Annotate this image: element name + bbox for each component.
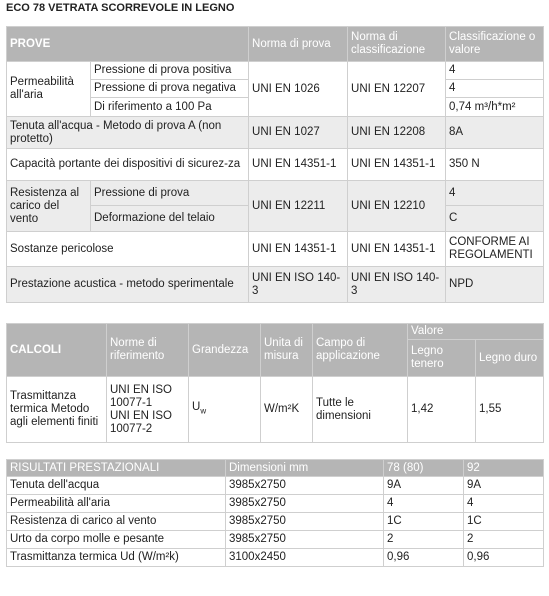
header-calcoli: CALCOLI [7,324,107,377]
prove-table [6,26,544,303]
header-grandezza: Grandezza [189,324,261,377]
calcoli-norme [107,377,189,443]
tenuta-norma-prova: UNI EN 1027 [249,117,348,149]
tenuta-norma-class: UNI EN 12208 [348,117,446,149]
permeabilita-value-2: 4 [446,80,544,98]
risultati-92: 4 [464,495,544,513]
header-92: 92 [464,460,544,477]
tenuta-label: Tenuta all'acqua - Metodo di prova A (non protetto) [7,117,249,149]
resistenza-value-2: C [446,206,544,232]
resistenza-label: Resistenza al carico del vento [7,181,91,232]
header-classificazione-valore: Classificazione o valore [446,27,544,62]
risultati-dimensioni: 3985x2750 [226,513,384,531]
grandezza-subscript: w [200,406,207,416]
header-norme-riferimento: Norme di riferimento [107,324,189,377]
document-title: ECO 78 VETRATA SCORREVOLE IN LEGNO [6,2,235,14]
risultati-92: 2 [464,531,544,549]
permeabilita-sub-1: Pressione di prova positiva [91,62,249,80]
acustica-label: Prestazione acustica - metodo sperimentale [7,267,249,303]
risultati-78: 2 [384,531,464,549]
grandezza-symbol: U [192,401,201,414]
risultati-label: Permeabilità all'aria [7,495,226,513]
sostanze-label: Sostanze pericolose [7,232,249,267]
calcoli-grandezza [189,377,261,443]
header-dimensioni: Dimensioni mm [226,460,384,477]
risultati-78: 9A [384,477,464,495]
calcoli-unita: W/m²K [261,377,313,443]
header-norma-classificazione: Norma di classificazione [348,27,446,62]
header-norma-prova: Norma di prova [249,27,348,62]
calcoli-metodo: Trasmittanza termica Metodo agli elementi finiti [7,377,107,443]
risultati-78: 4 [384,495,464,513]
risultati-label: Urto da corpo molle e pesante [7,531,226,549]
permeabilita-norma-class: UNI EN 12207 [348,62,446,117]
acustica-value: NPD [446,267,544,303]
risultati-dimensioni: 3100x2450 [226,549,384,567]
calcoli-campo: Tutte le dimensioni [313,377,408,443]
tenuta-value: 8A [446,117,544,149]
permeabilita-sub-3: Di riferimento a 100 Pa [91,98,249,117]
header-78-80: 78 (80) [384,460,464,477]
header-legno-tenero: Legno tenero [408,340,476,377]
risultati-label: Resistenza di carico al vento [7,513,226,531]
risultati-92: 9A [464,477,544,495]
capacita-label: Capacità portante dei dispositivi di sicurez-za [7,149,249,181]
sostanze-norma-class: UNI EN 14351-1 [348,232,446,267]
sostanze-value: CONFORME AI REGOLAMENTI [446,232,544,267]
risultati-78: 1C [384,513,464,531]
risultati-dimensioni: 3985x2750 [226,531,384,549]
risultati-78: 0,96 [384,549,464,567]
calcoli-tenero: 1,42 [408,377,476,443]
permeabilita-sub-2: Pressione di prova negativa [91,80,249,98]
sostanze-norma-prova: UNI EN 14351-1 [249,232,348,267]
resistenza-norma-prova: UNI EN 12211 [249,181,348,232]
permeabilita-label: Permeabilità all'aria [7,62,91,117]
capacita-norma-class: UNI EN 14351-1 [348,149,446,181]
risultati-dimensioni: 3985x2750 [226,495,384,513]
permeabilita-norma-prova: UNI EN 1026 [249,62,348,117]
header-unita-misura: Unita di misura [261,324,313,377]
header-campo-applicazione: Campo di applicazione [313,324,408,377]
capacita-norma-prova: UNI EN 14351-1 [249,149,348,181]
risultati-92: 0,96 [464,549,544,567]
permeabilita-value-1: 4 [446,62,544,80]
risultati-label: Tenuta dell'acqua [7,477,226,495]
risultati-92: 1C [464,513,544,531]
header-valore: Valore [408,324,544,340]
norma-10077-1: UNI EN ISO 10077-1 [110,383,172,409]
permeabilita-value-3: 0,74 m³/h*m² [446,98,544,117]
resistenza-value-1: 4 [446,181,544,206]
resistenza-sub-1: Pressione di prova [91,181,249,206]
risultati-dimensioni: 3985x2750 [226,477,384,495]
calcoli-duro: 1,55 [476,377,544,443]
resistenza-sub-2: Deformazione del telaio [91,206,249,232]
risultati-label: Trasmittanza termica Ud (W/m²k) [7,549,226,567]
calcoli-table [6,323,544,443]
acustica-norma-class: UNI EN ISO 140-3 [348,267,446,303]
header-risultati: RISULTATI PRESTAZIONALI [7,460,226,477]
norma-10077-2: UNI EN ISO 10077-2 [110,409,172,435]
header-prove: PROVE [7,27,249,62]
header-legno-duro: Legno duro [476,340,544,377]
risultati-table [6,459,544,567]
resistenza-norma-class: UNI EN 12210 [348,181,446,232]
capacita-value: 350 N [446,149,544,181]
acustica-norma-prova: UNI EN ISO 140-3 [249,267,348,303]
